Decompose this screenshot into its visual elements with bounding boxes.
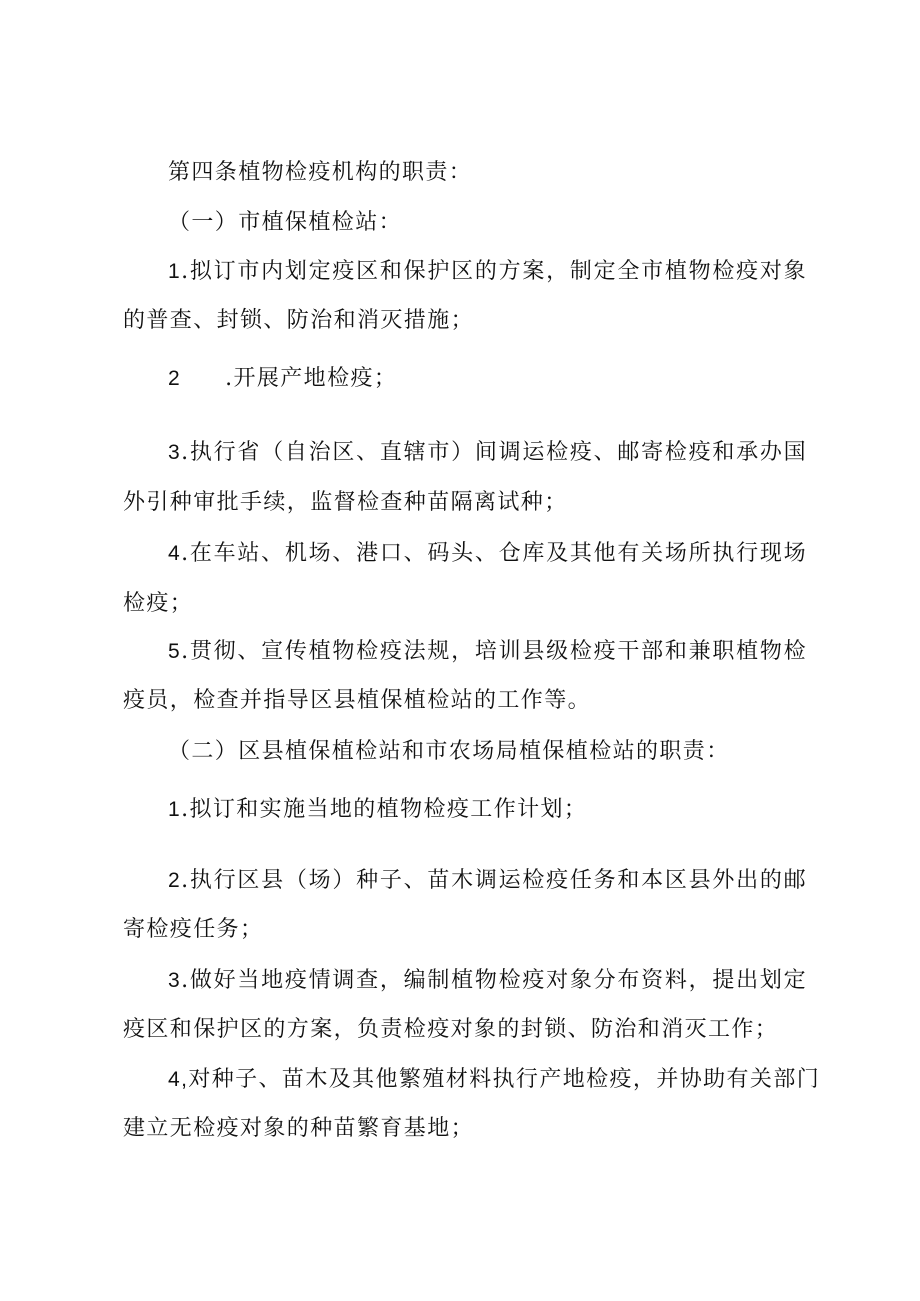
article-heading: 第四条植物检疫机构的职责： bbox=[168, 160, 473, 185]
s1-item-1-line-2: 的普查、封锁、防治和消灭措施； bbox=[123, 308, 475, 333]
s2-item-1-text: .拟订和实施当地的植物检疫工作计划； bbox=[181, 797, 588, 822]
s2-item-3-number: 3 bbox=[168, 969, 182, 992]
s1-item-5-line-2: 疫员，检查并指导区县植保植检站的工作等。 bbox=[123, 688, 592, 713]
section-1-title: （一）市植保植检站： bbox=[168, 210, 403, 235]
s2-item-2-number: 2 bbox=[168, 869, 182, 892]
s1-item-5-line-1 bbox=[168, 637, 807, 667]
s1-item-2-number: 2 bbox=[168, 367, 182, 390]
s1-item-3-number: 3 bbox=[168, 441, 182, 464]
s2-item-2-text: .执行区县（场）种子、苗木调运检疫任务和本区县外出的邮 bbox=[181, 868, 807, 893]
s2-item-2-line-1 bbox=[168, 866, 807, 896]
s1-item-1-number: 1 bbox=[168, 260, 182, 283]
s1-item-4-line-1 bbox=[168, 539, 807, 569]
s2-item-4-line-1 bbox=[168, 1065, 821, 1095]
s1-item-4-line-2: 检疫； bbox=[123, 591, 194, 616]
s1-item-4-text: .在车站、机场、港口、码头、仓库及其他有关场所执行现场 bbox=[181, 541, 807, 566]
s2-item-3-line-2: 疫区和保护区的方案，负责检疫对象的封锁、防治和消灭工作； bbox=[123, 1017, 779, 1042]
s1-item-5-number: 5 bbox=[168, 640, 182, 663]
s1-item-3-line-1 bbox=[168, 438, 807, 468]
s2-item-4-line-2: 建立无检疫对象的种苗繁育基地； bbox=[123, 1116, 475, 1141]
s1-item-5-text: .贯彻、宣传植物检疫法规，培训县级检疫干部和兼职植物检 bbox=[181, 639, 807, 664]
s1-item-3-line-2: 外引种审批手续，监督检查种苗隔离试种； bbox=[123, 490, 568, 515]
s2-item-3-text: .做好当地疫情调查，编制植物检疫对象分布资料，提出划定 bbox=[181, 968, 807, 993]
s2-item-4-text: 对种子、苗木及其他繁殖材料执行产地检疫，并协助有关部门 bbox=[188, 1067, 821, 1092]
s1-item-1-text: .拟订市内划定疫区和保护区的方案，制定全市植物检疫对象 bbox=[181, 259, 807, 284]
s1-item-3-text: .执行省（自治区、直辖市）间调运检疫、邮寄检疫和承办国 bbox=[181, 440, 807, 465]
s2-item-1-line-1 bbox=[168, 795, 587, 825]
s1-item-1-line-1 bbox=[168, 257, 807, 287]
s2-item-3-line-1 bbox=[168, 966, 807, 996]
s1-item-2-line-1 bbox=[168, 364, 397, 394]
section-2-title: （二）区县植保植检站和市农场局植保植检站的职责： bbox=[168, 739, 730, 764]
s2-item-1-number: 1 bbox=[168, 798, 182, 821]
s1-item-4-number: 4 bbox=[168, 542, 182, 565]
s2-item-4-number: 4, bbox=[168, 1068, 189, 1091]
s1-item-2-text: .开展产地检疫； bbox=[225, 366, 398, 391]
s2-item-2-line-2: 寄检疫任务； bbox=[123, 917, 264, 942]
